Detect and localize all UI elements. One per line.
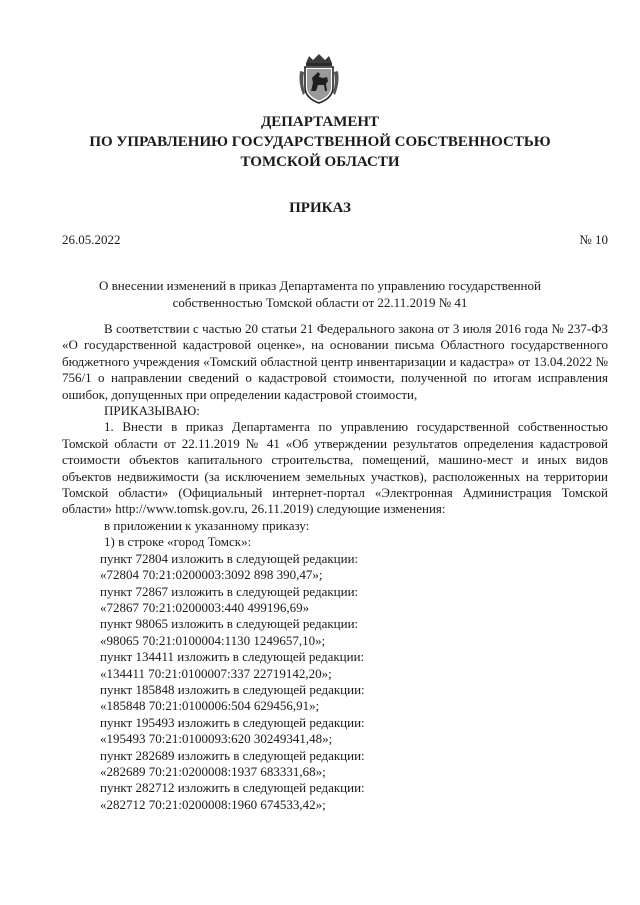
order-directive: ПРИКАЗЫВАЮ:: [104, 403, 200, 419]
document-number: № 10: [579, 232, 608, 247]
document-type-title: ПРИКАЗ: [289, 200, 351, 216]
document-body: [62, 321, 608, 813]
document-meta-row: [62, 231, 608, 249]
document-date: 26.05.2022: [62, 232, 121, 247]
subject-line-2: собственностью Томской области от 22.11.2019 № 41: [172, 295, 468, 310]
subject-line-1: О внесении изменений в приказ Департамента по управлению государственной: [99, 278, 541, 293]
entry-value: «72804 70:21:0200003:3092 898 390,47»;: [100, 567, 323, 583]
entry-value: «134411 70:21:0100007:337 22719142,20»;: [100, 665, 332, 681]
item-1-paragraph: 1. Внести в приказ Департамента по управлению государственной собственностью Томской области от 22.11.2019 № 41 «Об утверждении результатов определения кадастровой стоимости объектов капитального строительства, помещений, машино-мест и иных видов объектов недвижимости (за исключением земельных участков), расположенных на территории Томской области» (Официальный интернет-портал «Электронная Администрация Томской области» http://www.tomsk.gov.ru, 26.11.2019) следующие изменения:: [62, 419, 608, 517]
department-line-3: ТОМСКОЙ ОБЛАСТИ: [240, 154, 400, 170]
entry-label: пункт 72804 изложить в следующей редакции:: [100, 550, 359, 566]
entry-value: «72867 70:21:0200003:440 499196,69»: [100, 599, 310, 615]
entry-value: «282689 70:21:0200008:1937 683331,68»;: [100, 763, 326, 779]
entry-label: пункт 72867 изложить в следующей редакции:: [100, 583, 359, 599]
document-subject: [80, 277, 560, 311]
entry-value: «282712 70:21:0200008:1960 674533,42»;: [100, 796, 326, 812]
tomsk-region-coat-of-arms-icon: [297, 53, 341, 105]
entry-value: «98065 70:21:0100004:1130 1249657,10»;: [100, 632, 326, 648]
entry-label: пункт 185848 изложить в следующей редакции:: [100, 681, 365, 697]
entry-label: пункт 282689 изложить в следующей редакции:: [100, 747, 365, 763]
appendix-line: в приложении к указанному приказу:: [104, 517, 310, 533]
entry-label: пункт 134411 изложить в следующей редакции:: [100, 649, 365, 665]
subitem-1-line: 1) в строке «город Томск»:: [104, 534, 252, 550]
entry-label: пункт 195493 изложить в следующей редакции:: [100, 714, 365, 730]
entry-label: пункт 98065 изложить в следующей редакции:: [100, 616, 359, 632]
entry-value: «185848 70:21:0100006:504 629456,91»;: [100, 698, 320, 714]
entry-value: «195493 70:21:0100093:620 30249341,48»;: [100, 731, 333, 747]
entry-label: пункт 282712 изложить в следующей редакции:: [100, 780, 365, 796]
department-line-2: ПО УПРАВЛЕНИЮ ГОСУДАРСТВЕННОЙ СОБСТВЕННОСТЬЮ: [89, 134, 551, 150]
department-line-1: ДЕПАРТАМЕНТ: [260, 114, 380, 130]
department-name: [0, 112, 640, 172]
preamble-paragraph: В соответствии с частью 20 статьи 21 Федерального закона от 3 июля 2016 года № 237-ФЗ «О государственной кадастровой оценке», на основании письма Областного государственного бюджетного учреждения «Томский областной центр инвентаризации и кадастра» от 13.04.2022 № 756/1 о направлении сведений о кадастровой стоимости, полученной по итогам исправления ошибок, допущенных при определении кадастровой стоимости,: [62, 321, 608, 402]
